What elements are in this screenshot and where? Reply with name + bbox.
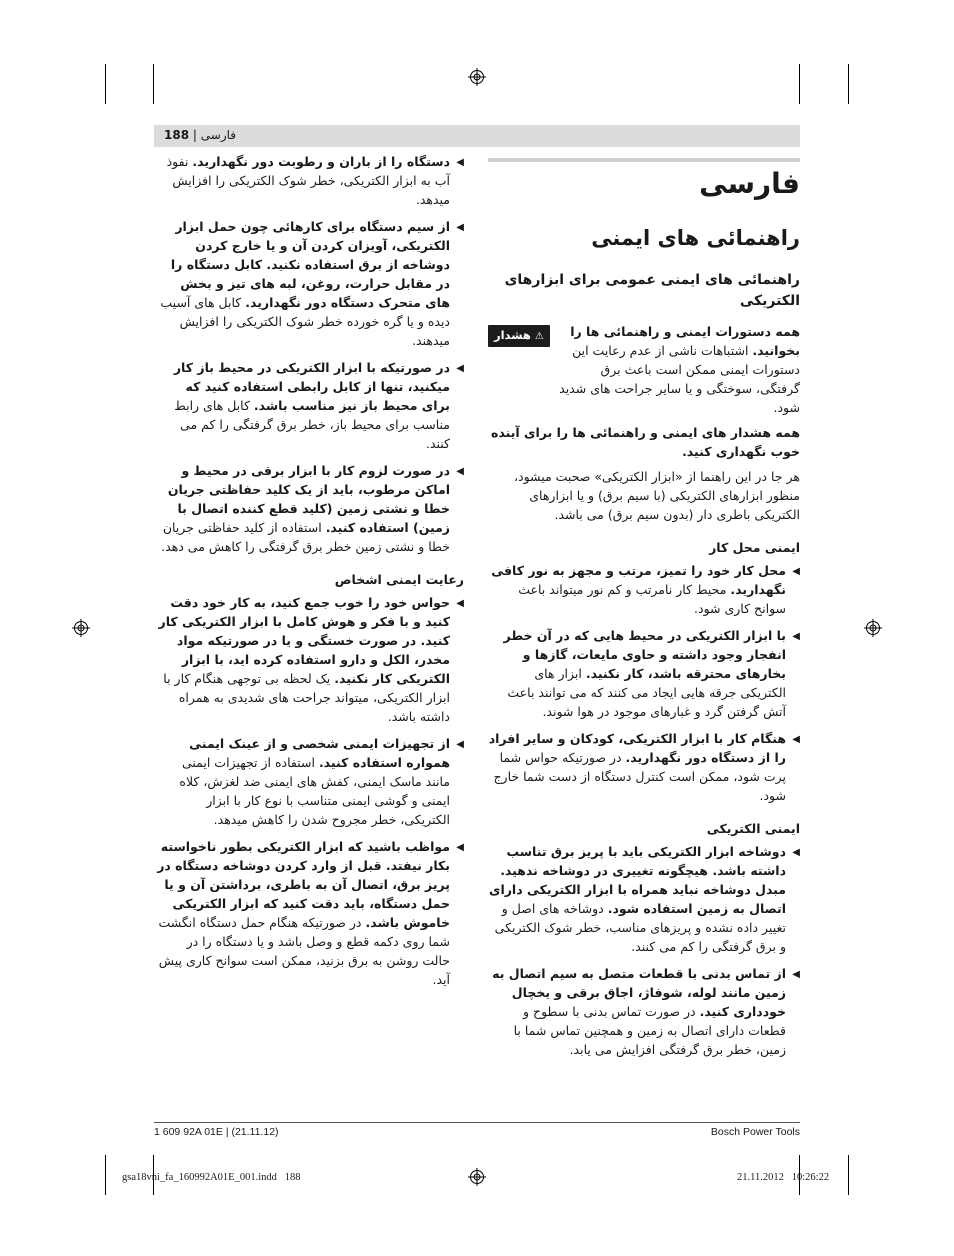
list-item — [156, 358, 464, 453]
personal-safety-list — [156, 593, 464, 989]
item-bold: حواس خود را خوب جمع کنید، به کار خود دقت کنید و با فکر و هوش کامل با ابزار الکتریکی کار کنید. در صورت خستگی و یا در صورتیکه مواد مخدر، الکل و دارو استفاده کرده اید، با ابزار الکتریکی کار نکنید. — [158, 595, 450, 686]
list-item — [488, 561, 800, 618]
crop-mark — [848, 1155, 849, 1195]
bullet-triangle-icon: ◀ — [792, 566, 800, 577]
list-item — [156, 461, 464, 556]
brand-name: Bosch Power Tools — [710, 1126, 800, 1138]
list-item — [156, 593, 464, 726]
work-area-list — [488, 561, 800, 805]
bullet-triangle-icon: ◀ — [792, 847, 800, 858]
doc-code: 1 609 92A 01E | (21.11.12) — [154, 1126, 279, 1138]
subsection-title: راهنمائی های ایمنی عمومی برای ابزارهای الکتریکی — [504, 272, 800, 309]
crop-mark — [153, 64, 154, 104]
bullet-triangle-icon: ◀ — [792, 631, 800, 642]
item-bold: هنگام کار با ابزار الکتریکی، کودکان و سایر افراد را از دستگاه دور نگهدارید. — [488, 731, 786, 765]
item-bold: دستگاه را از باران و رطوبت دور نگهدارید. — [192, 154, 450, 169]
section-title: راهنمائی های ایمنی — [591, 226, 800, 250]
item-text: محیط کار نامرتب و کم نور میتواند باعث سوانح کاری شود. — [518, 582, 786, 616]
page-header-bar — [154, 125, 800, 147]
item-text: استفاده از تجهیزات ایمنی مانند ماسک ایمنی، کفش های ایمنی ضد لغزش، کلاه ایمنی و گوشی ایمنی متناسب با نوع کار با ابزار الکتریکی، خطر مجروح شدن را کاهش میدهد. — [179, 755, 450, 827]
item-bold: از سیم دستگاه برای کارهائی چون حمل ابزار الکتریکی، آویزان کردن آن و یا خارج کردن دوشاخه از برق استفاده نکنید. کابل دستگاه را در مقابل حرارت، روغن، لبه های تیز و بخش های متحرک دستگاه دور نگهدارید. — [170, 219, 450, 310]
title-rule — [488, 158, 800, 162]
item-bold: محل کار خود را تمیز، مرتب و مجهز به نور کافی نگهدارید. — [491, 563, 786, 597]
electrical-heading: ایمنی الکتریکی — [706, 821, 800, 836]
list-item — [488, 626, 800, 721]
header-separator: | — [192, 128, 197, 142]
crop-mark — [799, 64, 800, 104]
item-text: در صورتیکه حواس شما پرت شود، ممکن است کنترل دستگاه از دست شما خارج شود. — [493, 750, 786, 803]
item-text: دوشاخه های اصل و تغییر داده نشده و پریزهای مناسب، خطر شوک الکتریکی و برق گرفتگی را کم می کنند. — [494, 901, 786, 954]
list-item — [488, 729, 800, 805]
item-text: یک لحظه بی توجهی هنگام کار با ابزار الکتریکی، میتواند جراحت های شدیدی به همراه داشته باشد. — [163, 671, 450, 724]
warning-text: اشتباهات ناشی از عدم رعایت این دستورات ایمنی ممکن است باعث برق گرفتگی، سوختگی و یا سایر جراحت های شدید شود. — [559, 343, 800, 415]
item-text: کابل های آسیب دیده و یا گره خورده خطر شوک الکتریکی را افزایش میدهند. — [160, 295, 450, 348]
item-bold: مواظب باشید که ابزار الکتریکی بطور ناخواسته بکار نیفتد. قبل از وارد کردن دوشاخه دستگاه در پریز برق، اتصال آن به باطری، برداشتن آن و یا حمل دستگاه، باید دقت کنید که ابزار الکتریکی خاموش باشد. — [157, 839, 450, 930]
item-text: ابزار های الکتریکی جرقه هایی ایجاد می کنند که می توانند باعث آتش گرفتن گرد و غبارهای موجود در هوا شوند. — [507, 666, 786, 719]
bullet-triangle-icon: ◀ — [456, 222, 464, 233]
item-bold: در صورتیکه با ابزار الکتریکی در محیط باز کار میکنید، تنها از کابل رابطی استفاده کنید که برای محیط باز نیز مناسب باشد. — [173, 360, 450, 413]
list-item — [156, 217, 464, 350]
item-bold: از تجهیزات ایمنی شخصی و از عینک ایمنی همواره استفاده کنید. — [189, 736, 450, 770]
crop-mark — [105, 1155, 106, 1195]
left-column — [156, 152, 464, 997]
registration-mark-icon — [468, 68, 486, 86]
warning-block — [488, 322, 800, 417]
registration-mark-icon — [468, 1168, 486, 1186]
work-area-heading: ایمنی محل کار — [709, 540, 800, 555]
bullet-triangle-icon: ◀ — [456, 739, 464, 750]
personal-safety-heading: رعایت ایمنی اشخاص — [334, 572, 464, 587]
item-bold: با ابزار الکتریکی در محیط هایی که در آن خطر انفجار وجود داشته و حاوی مایعات، گازها و بخارهای محترقه باشد، کار نکنید. — [503, 628, 786, 681]
list-item — [488, 842, 800, 956]
list-item — [488, 964, 800, 1059]
item-text: نفوذ آب به ابزار الکتریکی، خطر شوک الکتریکی را افزایش میدهد. — [166, 154, 450, 207]
item-bold: دوشاخه ابزار الکتریکی باید با پریز برق تناسب داشته باشد. هیچگونه تغییری در دوشاخه ندهید. مبدل دوشاخه نباید همراه با ابزار الکتریکی دارای اتصال به زمین استفاده شود. — [488, 844, 786, 916]
slug-filename: gsa18vni_fa_160992A01E_001.indd 188 — [122, 1172, 301, 1183]
bullet-triangle-icon: ◀ — [456, 363, 464, 374]
registration-mark-icon — [864, 619, 882, 637]
page-number: 188 — [164, 128, 190, 142]
item-text: در صورتیکه هنگام حمل دستگاه انگشت شما روی دکمه قطع و وصل باشد و یا دستگاه را در حالت روشن به برق بزنید، ممکن است سوانح کاری پیش آید. — [158, 915, 450, 987]
warning-paragraph — [558, 322, 800, 417]
page-title: فارسی — [699, 167, 800, 200]
item-text: در صورت تماس بدنی با سطوح و قطعات دارای اتصال به زمین و همچنین تماس شما با زمین، خطر برق گرفتگی افزایش می یابد. — [513, 1004, 786, 1057]
crop-mark — [105, 64, 106, 104]
list-item — [156, 734, 464, 829]
bullet-triangle-icon: ◀ — [456, 157, 464, 168]
crop-mark — [848, 64, 849, 104]
electrical-list-continued — [156, 152, 464, 556]
bullet-triangle-icon: ◀ — [792, 969, 800, 980]
item-text: کابل های رابط مناسب برای محیط باز، خطر برق گرفتگی را کم می کنند. — [174, 398, 450, 451]
header-language: فارسی — [200, 128, 237, 142]
page-header — [164, 128, 236, 142]
page-footer — [154, 1122, 800, 1138]
item-bold: در صورت لزوم کار با ابزار برقی در محیط و اماکن مرطوب، باید از یک کلید حفاظتی جریان خطا و نشتی زمین (کلید قطع کننده اتصال با زمین) استفاده کنید. — [167, 463, 450, 535]
slug-datetime: 21.11.2012 10:26:22 — [737, 1172, 830, 1183]
term-definition: هر جا در این راهنما از «ابزار الکتریکی» صحبت میشود، منظور ابزارهای الکتریکی (با سیم برق) و یا ابزارهای الکتریکی باطری دار (بدون سیم برق) می باشد. — [514, 469, 800, 522]
item-bold: از تماس بدنی با قطعات متصل به سیم اتصال به زمین مانند لوله، شوفاژ، اجاق برقی و یخچال خودداری کنید. — [492, 966, 786, 1019]
registration-mark-icon — [72, 619, 90, 637]
item-text: استفاده از کلید حفاظتی جریان خطا و نشتی زمین خطر برق گرفتگی را کاهش می دهد. — [161, 520, 450, 554]
warning-bold: همه دستورات ایمنی و راهنمائی ها را بخوانید. — [570, 324, 800, 358]
right-column — [488, 158, 800, 1067]
bullet-triangle-icon: ◀ — [792, 734, 800, 745]
bullet-triangle-icon: ◀ — [456, 842, 464, 853]
warning-badge — [488, 325, 550, 347]
electrical-list — [488, 842, 800, 1059]
bullet-triangle-icon: ◀ — [456, 466, 464, 477]
keep-instructions: همه هشدار های ایمنی و راهنمائی ها را برای آینده خوب نگهداری کنید. — [491, 425, 800, 459]
warning-triangle-icon: ⚠ — [534, 331, 544, 342]
warning-label: هشدار — [494, 328, 531, 342]
list-item — [156, 152, 464, 209]
list-item — [156, 837, 464, 989]
bullet-triangle-icon: ◀ — [456, 598, 464, 609]
